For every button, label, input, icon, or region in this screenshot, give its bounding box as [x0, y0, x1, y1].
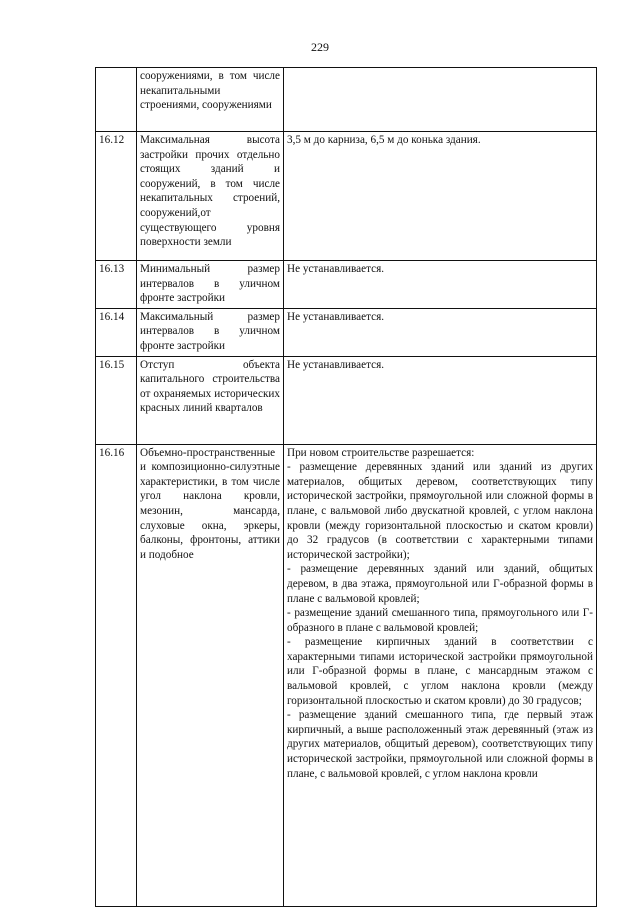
row-number: 16.12 — [96, 132, 137, 261]
parameter-value — [284, 68, 597, 132]
table-row — [96, 308, 597, 356]
value-paragraph: Не устанавливается. — [287, 358, 385, 371]
value-paragraph: - размещение деревянных зданий или зданий, общитых деревом, в два этажа, прямоугольной или Г-образной формы в плане с вальмовой кровлей; — [287, 563, 593, 605]
value-paragraph: - размещение кирпичных зданий в соответствии с характерными типами исторической застройки прямоугольной или Г-образной формы в плане, с мансардным этажом с вальмовой кровлей, с углом наклона кровли (между горизонтальной плоскостью и скатом кровли) до 30 градусов; — [287, 636, 593, 707]
parameter-name: сооружениями, в том числе некапитальными строениями, сооружениями — [137, 68, 284, 132]
parameter-name: Максимальная высота застройки прочих отдельно стоящих зданий и сооружений, в том числе некапитальных строений, сооружений,от существующего уровня поверхности земли — [137, 132, 284, 261]
page-number: 229 — [311, 40, 329, 54]
value-paragraph: 3,5 м до карниза, 6,5 м до конька здания. — [287, 134, 481, 146]
value-paragraph: - размещение зданий смешанного типа, прямоугольного или Г-образного в плане с вальмовой кровлей; — [287, 607, 593, 634]
row-number: 16.15 — [96, 356, 137, 444]
value-paragraph: При новом строительстве разрешается: — [287, 446, 475, 459]
parameter-name: Минимальный размер интервалов в уличном фронте застройки — [137, 261, 284, 309]
table-row — [96, 356, 597, 444]
parameter-value — [284, 444, 597, 906]
table-row — [96, 444, 597, 906]
regulations-table — [95, 67, 597, 907]
parameter-name: Максимальный размер интервалов в уличном фронте застройки — [137, 308, 284, 356]
parameter-value — [284, 132, 597, 261]
row-number — [96, 68, 137, 132]
value-paragraph: Не устанавливается. — [287, 310, 385, 323]
parameter-name: Объемно-пространственные и композиционно-силуэтные характеристики, в том числе угол наклона кровли, мезонин, мансарда, слуховые окна, эркеры, балконы, фронтоны, аттики и подобное — [137, 444, 284, 906]
value-paragraph: - размещение деревянных зданий или зданий из других материалов, общитых деревом, соответствующих типу исторической застройки, прямоугольной или сложной формы в плане, с вальмовой либо двускатной кровлей, с углом наклона кровли (между горизонтальной плоскостью и скатом кровли) до 32 градусов (в соответствии с характерными типами исторической застройки); — [287, 461, 593, 561]
parameter-name: Отступ объекта капитального строительства от охраняемых исторических красных линий кварталов — [137, 356, 284, 444]
row-number: 16.16 — [96, 444, 137, 906]
value-paragraph: - размещение зданий смешанного типа, где первый этаж кирпичный, а выше расположенный этаж деревянный (этаж из других материалов, общитый деревом), соответствующих типу исторической застройки, прямоугольной или сложной формы в плане, с вальмовой кровлей, с углом наклона кровли — [287, 709, 593, 780]
value-paragraph: Не устанавливается. — [287, 263, 385, 275]
table-row — [96, 261, 597, 309]
row-number: 16.13 — [96, 261, 137, 309]
table-row — [96, 68, 597, 132]
parameter-value — [284, 308, 597, 356]
table-row — [96, 132, 597, 261]
parameter-value — [284, 261, 597, 309]
row-number: 16.14 — [96, 308, 137, 356]
parameter-value — [284, 356, 597, 444]
